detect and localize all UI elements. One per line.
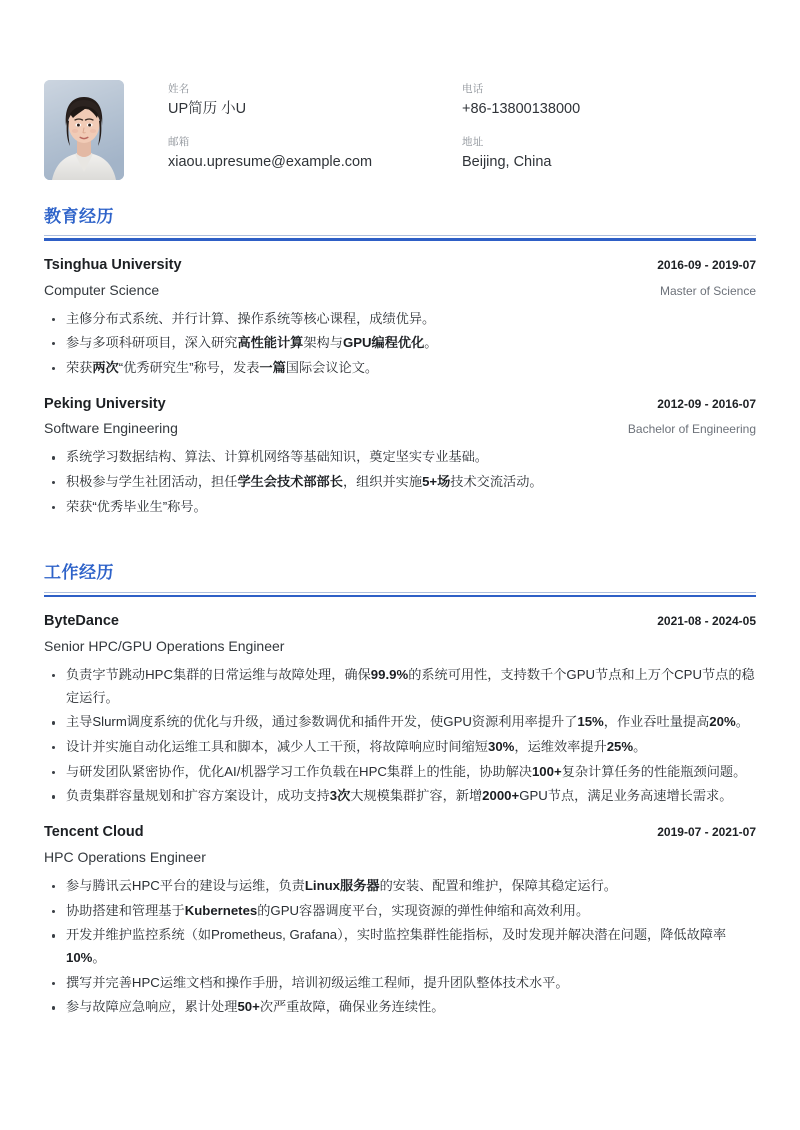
contact-label-name: 姓名 xyxy=(168,83,190,95)
section-education xyxy=(44,206,756,518)
bullet-item xyxy=(44,332,756,355)
entry-primary-row xyxy=(44,394,756,416)
bullet-emphasis: 两次 xyxy=(92,359,119,375)
bullet-item xyxy=(44,996,756,1019)
bullet-text: 荣获 xyxy=(66,359,93,375)
entry-date-range: 2016-09 - 2019-07 xyxy=(657,257,756,272)
bullet-emphasis: 100+ xyxy=(531,763,562,779)
section-divider-accent xyxy=(44,238,756,241)
bullet-text: 负责字节跳动HPC集群的日常运维与故障处理，确保 xyxy=(66,666,371,682)
section-header-work xyxy=(44,562,756,587)
bullet-text: ，运维效率提升 xyxy=(514,739,607,755)
bullet-item xyxy=(44,471,756,494)
contact-location xyxy=(462,135,756,172)
bullet-text: 撰写并完善HPC运维文档和操作手册，培训初级运维工程师，提升团队整体技术水平。 xyxy=(66,974,569,990)
avatar xyxy=(44,80,124,180)
bullet-item xyxy=(44,924,756,969)
bullet-item xyxy=(44,664,756,709)
entry-date-range: 2021-08 - 2024-05 xyxy=(657,614,756,629)
bullet-text: “优秀研究生”称号，发表 xyxy=(118,359,260,375)
entry-secondary-row xyxy=(44,418,756,439)
bullet-text: 系统学习数据结构、算法、计算机网络等基础知识，奠定坚实专业基础。 xyxy=(66,449,488,465)
contact-phone xyxy=(462,82,756,119)
contact-label-email: 邮箱 xyxy=(168,136,190,149)
bullet-emphasis: 15% xyxy=(577,714,604,730)
section-work xyxy=(44,562,756,1019)
bullet-item xyxy=(44,446,756,469)
bullet-text: 的系统可用性，支持数千个GPU节点和上万个CPU节点的稳定运行。 xyxy=(66,666,755,705)
bullet-text: 国际会议论文。 xyxy=(285,359,379,375)
bullet-emphasis: 3次 xyxy=(329,788,351,804)
bullet-item xyxy=(44,496,756,519)
section-divider-accent xyxy=(44,595,756,598)
bullet-text: 次严重故障，确保业务连续性。 xyxy=(259,999,445,1015)
bullet-item xyxy=(44,875,756,898)
entry-primary-row xyxy=(44,611,756,633)
bullet-emphasis: GPU编程优化 xyxy=(342,335,425,351)
entry-bullet-list xyxy=(44,664,756,808)
bullet-text: 参与多项科研项目，深入研究 xyxy=(66,335,238,351)
entry-subtitle: HPC Operations Engineer xyxy=(44,848,206,865)
bullet-item xyxy=(44,900,756,923)
bullet-text: 主导Slurm调度系统的优化与升级，通过参数调优和插件开发，使GPU资源利用率提升了 xyxy=(66,714,578,730)
bullet-text: ，作业吞吐量提高 xyxy=(603,714,710,730)
bullet-item xyxy=(44,308,756,331)
bullet-item xyxy=(44,761,756,784)
bullet-emphasis: 5+场 xyxy=(422,474,451,490)
bullet-text: 参与腾讯云HPC平台的建设与运维，负责 xyxy=(66,877,305,893)
bullet-emphasis: Linux服务器 xyxy=(304,877,380,893)
bullet-text: 技术交流活动。 xyxy=(450,474,543,490)
bullet-text: 。 xyxy=(735,714,749,730)
bullet-item xyxy=(44,711,756,734)
contact-label-location: 地址 xyxy=(462,136,484,149)
entry xyxy=(44,394,756,519)
section-title-education: 教育经历 xyxy=(44,207,114,226)
bullet-emphasis: 一篇 xyxy=(259,359,286,375)
entry-bullet-list xyxy=(44,446,756,518)
entry xyxy=(44,255,756,380)
bullet-text: GPU节点，满足业务高速增长需求。 xyxy=(519,788,733,804)
contact-value-phone: +86-13800138000 xyxy=(462,100,581,117)
section-divider-thin xyxy=(44,235,756,236)
entry-subtitle: Senior HPC/GPU Operations Engineer xyxy=(44,637,285,654)
entry-meta: Bachelor of Engineering xyxy=(627,422,756,437)
resume-sections xyxy=(44,206,756,1019)
entry-subtitle: Software Engineering xyxy=(44,420,178,437)
bullet-emphasis: 10% xyxy=(66,950,93,966)
bullet-text: 大规模集群扩容，新增 xyxy=(350,788,483,804)
bullet-text: 的安装、配置和维护，保障其稳定运行。 xyxy=(379,877,617,893)
contact-name xyxy=(168,82,462,119)
bullet-text: 荣获“优秀毕业生”称号。 xyxy=(66,498,207,514)
bullet-text: 积极参与学生社团活动，担任 xyxy=(66,474,238,490)
bullet-text: 与研发团队紧密协作，优化AI/机器学习工作负载在HPC集群上的性能，协助解决 xyxy=(66,763,532,779)
section-divider-thin xyxy=(44,592,756,593)
bullet-item xyxy=(44,785,756,808)
section-title-work: 工作经历 xyxy=(44,563,114,583)
bullet-item xyxy=(44,357,756,380)
entry-organization: Tsinghua University xyxy=(44,256,182,273)
bullet-emphasis: Kubernetes xyxy=(184,902,258,918)
bullet-text: ，组织并实施 xyxy=(342,474,423,490)
contact-grid xyxy=(168,80,756,173)
entry-organization: ByteDance xyxy=(44,613,119,630)
bullet-emphasis: 20% xyxy=(709,714,736,730)
entry-primary-row xyxy=(44,255,756,277)
bullet-text: 。 xyxy=(424,335,438,351)
entry-bullet-list xyxy=(44,875,756,1019)
bullet-emphasis: 2000+ xyxy=(482,788,520,804)
bullet-emphasis: 30% xyxy=(488,739,515,755)
entry-primary-row xyxy=(44,822,756,844)
contact-email xyxy=(168,135,462,172)
entry xyxy=(44,822,756,1019)
bullet-text: 。 xyxy=(92,950,106,966)
bullet-emphasis: 高性能计算 xyxy=(237,335,304,351)
bullet-item xyxy=(44,736,756,759)
bullet-text: 负责集群容量规划和扩容方案设计，成功支持 xyxy=(66,788,330,804)
bullet-emphasis: 学生会技术部部长 xyxy=(237,474,343,490)
entry-organization: Peking University xyxy=(44,395,166,412)
resume-header xyxy=(44,0,756,190)
bullet-text: 参与故障应急响应，累计处理 xyxy=(66,999,238,1015)
contact-value-email: xiaou.upresume@example.com xyxy=(168,153,373,170)
entry-secondary-row xyxy=(44,847,756,868)
bullet-item xyxy=(44,972,756,995)
entry xyxy=(44,611,756,808)
entry-organization: Tencent Cloud xyxy=(44,824,144,841)
bullet-text: 主修分布式系统、并行计算、操作系统等核心课程，成绩优异。 xyxy=(66,310,436,326)
bullet-text: 的GPU容器调度平台，实现资源的弹性伸缩和高效利用。 xyxy=(257,902,590,918)
bullet-emphasis: 50+ xyxy=(237,999,260,1015)
bullet-text: 。 xyxy=(633,739,647,755)
bullet-emphasis: 25% xyxy=(606,739,634,755)
bullet-text: 开发并维护监控系统（如Prometheus, Grafana），实时监控集群性能指标，及时发现并解决潜在问题，降低故障率 xyxy=(66,927,727,943)
bullet-emphasis: 99.9% xyxy=(370,666,409,682)
entry-secondary-row xyxy=(44,280,756,301)
entry-meta: Master of Science xyxy=(659,283,756,298)
contact-value-location: Beijing, China xyxy=(462,153,552,170)
entry-secondary-row xyxy=(44,636,756,657)
photo-container xyxy=(44,80,124,180)
entry-date-range: 2012-09 - 2016-07 xyxy=(657,396,756,411)
section-gap xyxy=(44,520,756,546)
contact-label-phone: 电话 xyxy=(462,83,484,95)
bullet-text: 架构与 xyxy=(303,335,343,351)
bullet-text: 复杂计算任务的性能瓶颈问题。 xyxy=(561,763,747,779)
entry-bullet-list xyxy=(44,308,756,380)
contact-value-name: UP简历 小U xyxy=(168,100,247,117)
entry-subtitle: Computer Science xyxy=(44,281,160,298)
entry-date-range: 2019-07 - 2021-07 xyxy=(657,825,756,840)
bullet-text: 协助搭建和管理基于 xyxy=(66,902,185,918)
bullet-text: 设计并实施自动化运维工具和脚本，减少人工干预，将故障响应时间缩短 xyxy=(66,739,488,755)
section-header-education xyxy=(44,206,756,231)
